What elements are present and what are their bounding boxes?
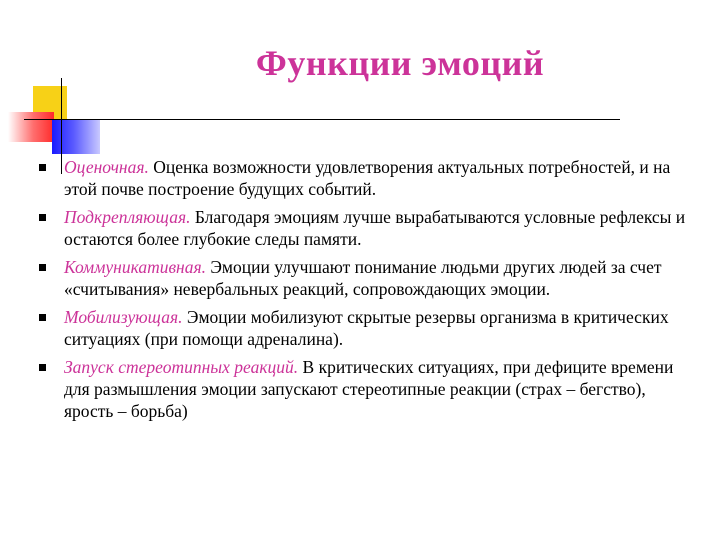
list-item [0, 206, 720, 250]
list-item [0, 256, 720, 300]
list-item [0, 356, 720, 422]
item-text [64, 356, 689, 422]
square-bullet-icon [39, 164, 46, 171]
slide-title: Функции эмоций [255, 43, 545, 83]
item-term: Коммуникативная. [64, 257, 206, 277]
decorative-red-square [8, 112, 54, 142]
decorative-blue-square [52, 120, 100, 154]
square-bullet-icon [39, 364, 46, 371]
item-description: Эмоции мобилизуют скрытые резервы организма в критических ситуациях (при помощи адреналина). [64, 307, 669, 349]
item-description: В критических ситуациях, при дефиците времени для размышления эмоции запускают стереотипные реакции (страх – бегство), ярость – борьба) [64, 357, 674, 421]
item-description: Эмоции улучшают понимание людьми других людей за счет «считывания» невербальных реакций, сопровождающих эмоции. [64, 257, 662, 299]
item-term: Мобилизующая. [64, 307, 183, 327]
square-bullet-icon [39, 264, 46, 271]
item-description: Благодаря эмоциям лучше вырабатываются условные рефлексы и остаются более глубокие следы памяти. [64, 207, 686, 249]
item-text [64, 256, 689, 300]
item-text [64, 156, 689, 200]
list-item [0, 156, 720, 200]
item-term: Подкрепляющая. [64, 207, 191, 227]
square-bullet-icon [39, 314, 46, 321]
list-item [0, 306, 720, 350]
item-description: Оценка возможности удовлетворения актуальных потребностей, и на этой почве построение будущих событий. [64, 157, 671, 199]
item-text [64, 306, 689, 350]
square-bullet-icon [39, 214, 46, 221]
bullet-list [0, 156, 720, 428]
item-term: Запуск стереотипных реакций. [64, 357, 299, 377]
item-text [64, 206, 689, 250]
title-divider-line [24, 119, 620, 120]
item-term: Оценочная. [64, 157, 149, 177]
